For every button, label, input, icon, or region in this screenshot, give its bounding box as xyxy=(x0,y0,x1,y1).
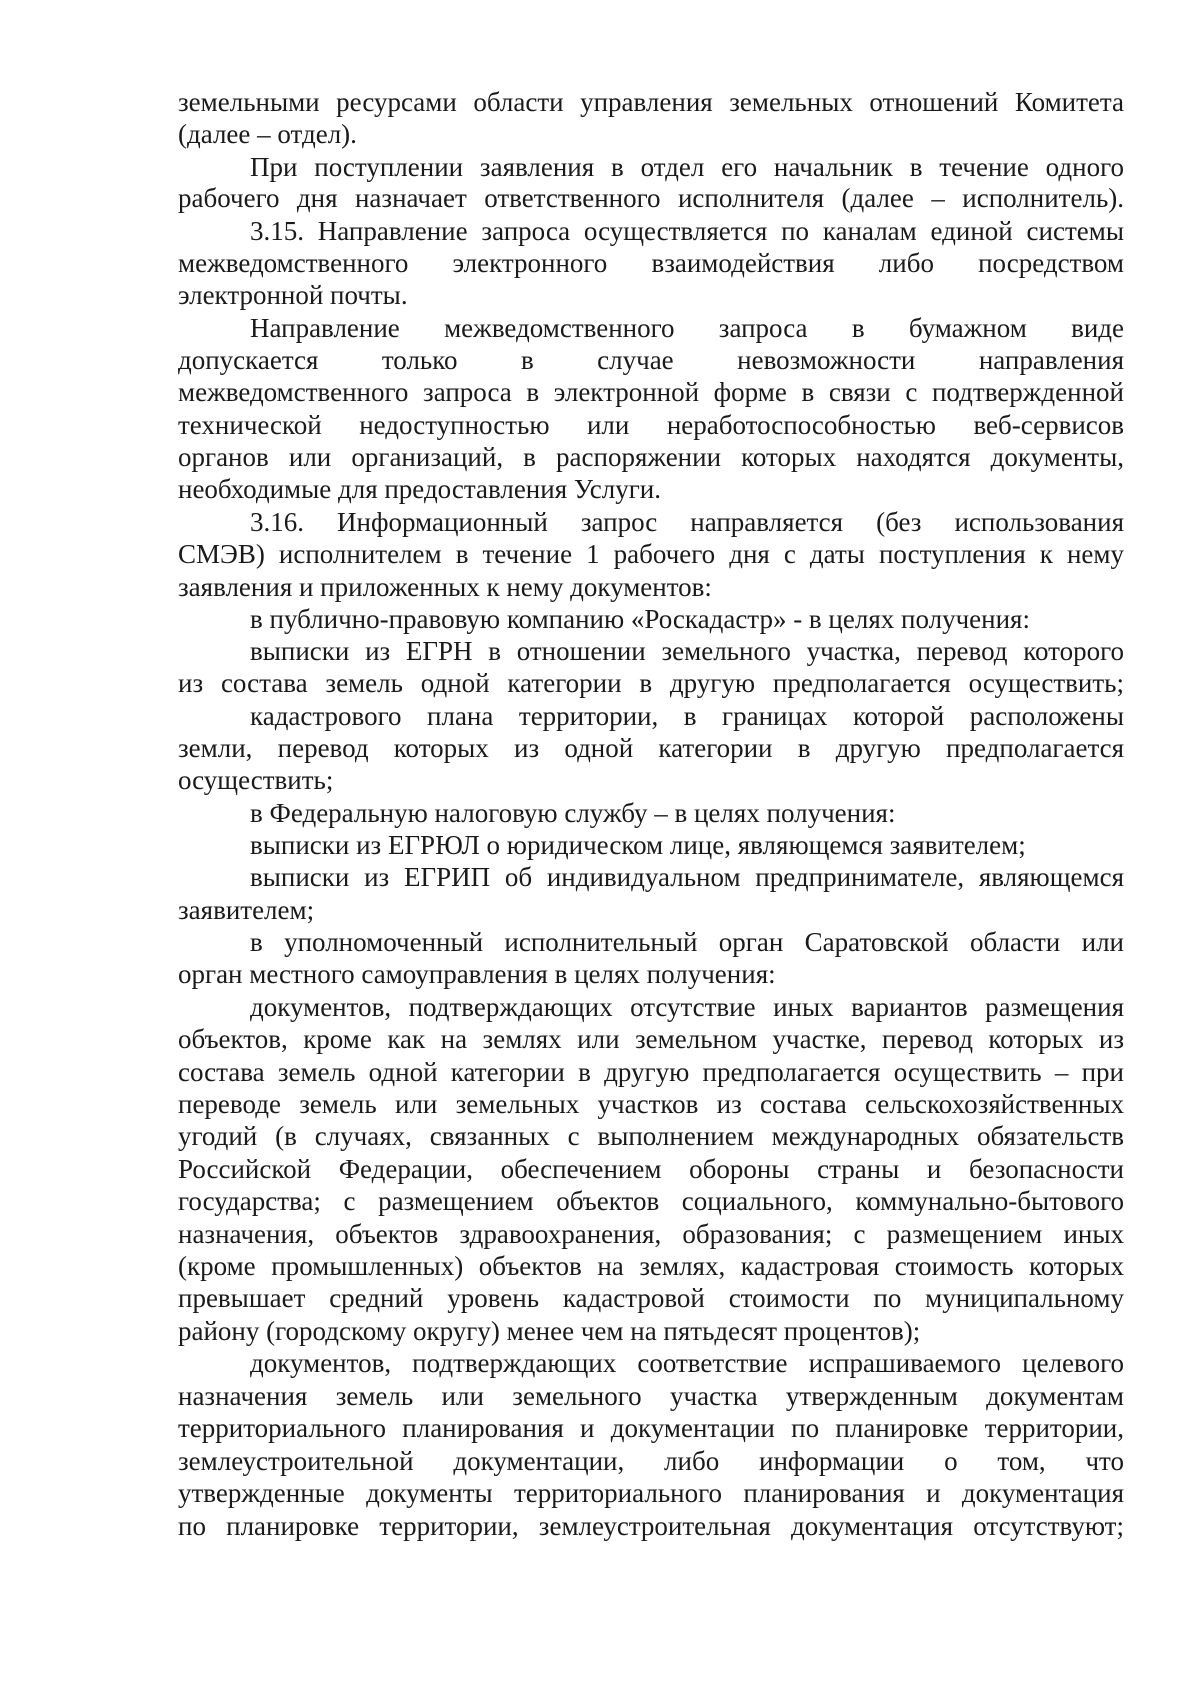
text-line: электронной почты. xyxy=(178,280,408,310)
text-line: заявления и приложенных к нему документов: xyxy=(178,572,712,602)
text-line: Направление межведомственного запроса в бумажном виде xyxy=(250,313,1124,343)
text-line: территориального планирования и документации по планировке территории, xyxy=(178,1413,1124,1443)
text-line: межведомственного электронного взаимодействия либо посредством xyxy=(178,248,1124,278)
text-line: орган местного самоуправления в целях получения: xyxy=(178,959,776,989)
text-line: объектов, кроме как на землях или земельном участке, перевод которых из xyxy=(178,1024,1124,1054)
text-line: заявителем; xyxy=(178,895,315,925)
text-line: (далее – отдел). xyxy=(178,119,357,149)
text-line: назначения, объектов здравоохранения, образования; с размещением иных xyxy=(178,1219,1124,1249)
text-line: допускается только в случае невозможности направления xyxy=(178,345,1124,375)
text-line: СМЭВ) исполнителем в течение 1 рабочего дня с даты поступления к нему xyxy=(178,539,1124,569)
text-line: осуществить; xyxy=(178,765,334,795)
text-line: выписки из ЕГРН в отношении земельного участка, перевод которого xyxy=(250,636,1124,666)
text-line: угодий (в случаях, связанных с выполнением международных обязательств xyxy=(178,1121,1124,1151)
text-line: выписки из ЕГРЮЛ о юридическом лице, являющемся заявителем; xyxy=(250,830,1026,860)
text-line: технической недоступностью или неработоспособностью веб-сервисов xyxy=(178,410,1124,440)
text-line: документов, подтверждающих соответствие испрашиваемого целевого xyxy=(250,1348,1124,1378)
text-line: земельными ресурсами области управления земельных отношений Комитета xyxy=(178,87,1124,117)
text-line: утвержденные документы территориального планирования и документация xyxy=(178,1478,1124,1508)
text-line: превышает средний уровень кадастровой стоимости по муниципальному xyxy=(178,1283,1124,1313)
text-line: назначения земель или земельного участка утвержденным документам xyxy=(178,1381,1124,1411)
text-line: Российской Федерации, обеспечением обороны страны и безопасности xyxy=(178,1154,1124,1184)
text-line: в публично-правовую компанию «Роскадастр» - в целях получения: xyxy=(250,604,1030,634)
text-line: состава земель одной категории в другую предполагается осуществить – при xyxy=(178,1057,1124,1087)
text-line: землеустроительной документации, либо информации о том, что xyxy=(178,1446,1124,1476)
text-line: документов, подтверждающих отсутствие иных вариантов размещения xyxy=(250,992,1124,1022)
text-line: из состава земель одной категории в другую предполагается осуществить; xyxy=(178,668,1124,698)
text-line: 3.16. Информационный запрос направляется (без использования xyxy=(250,507,1124,537)
text-line: При поступлении заявления в отдел его начальник в течение одного xyxy=(250,152,1124,182)
text-line: рабочего дня назначает ответственного исполнителя (далее – исполнитель). xyxy=(178,183,1124,213)
text-line: району (городскому округу) менее чем на пятьдесят процентов); xyxy=(178,1316,921,1346)
text-line: в уполномоченный исполнительный орган Саратовской области или xyxy=(250,927,1124,957)
text-line: кадастрового плана территории, в границах которой расположены xyxy=(250,701,1124,731)
text-line: земли, перевод которых из одной категории в другую предполагается xyxy=(178,733,1124,763)
text-line: по планировке территории, землеустроительная документация отсутствуют; xyxy=(178,1511,1124,1541)
text-line: (кроме промышленных) объектов на землях, кадастровая стоимость которых xyxy=(178,1251,1124,1281)
text-line: 3.15. Направление запроса осуществляется по каналам единой системы xyxy=(250,216,1124,246)
text-line: в Федеральную налоговую службу – в целях получения: xyxy=(250,798,896,828)
text-line: органов или организаций, в распоряжении которых находятся документы, xyxy=(178,442,1124,472)
text-line: необходимые для предоставления Услуги. xyxy=(178,474,661,504)
text-line: переводе земель или земельных участков из состава сельскохозяйственных xyxy=(178,1089,1124,1119)
text-line: выписки из ЕГРИП об индивидуальном предпринимателе, являющемся xyxy=(250,862,1124,892)
text-line: государства; с размещением объектов социального, коммунально-бытового xyxy=(178,1186,1124,1216)
text-line: межведомственного запроса в электронной форме в связи с подтвержденной xyxy=(178,377,1124,407)
